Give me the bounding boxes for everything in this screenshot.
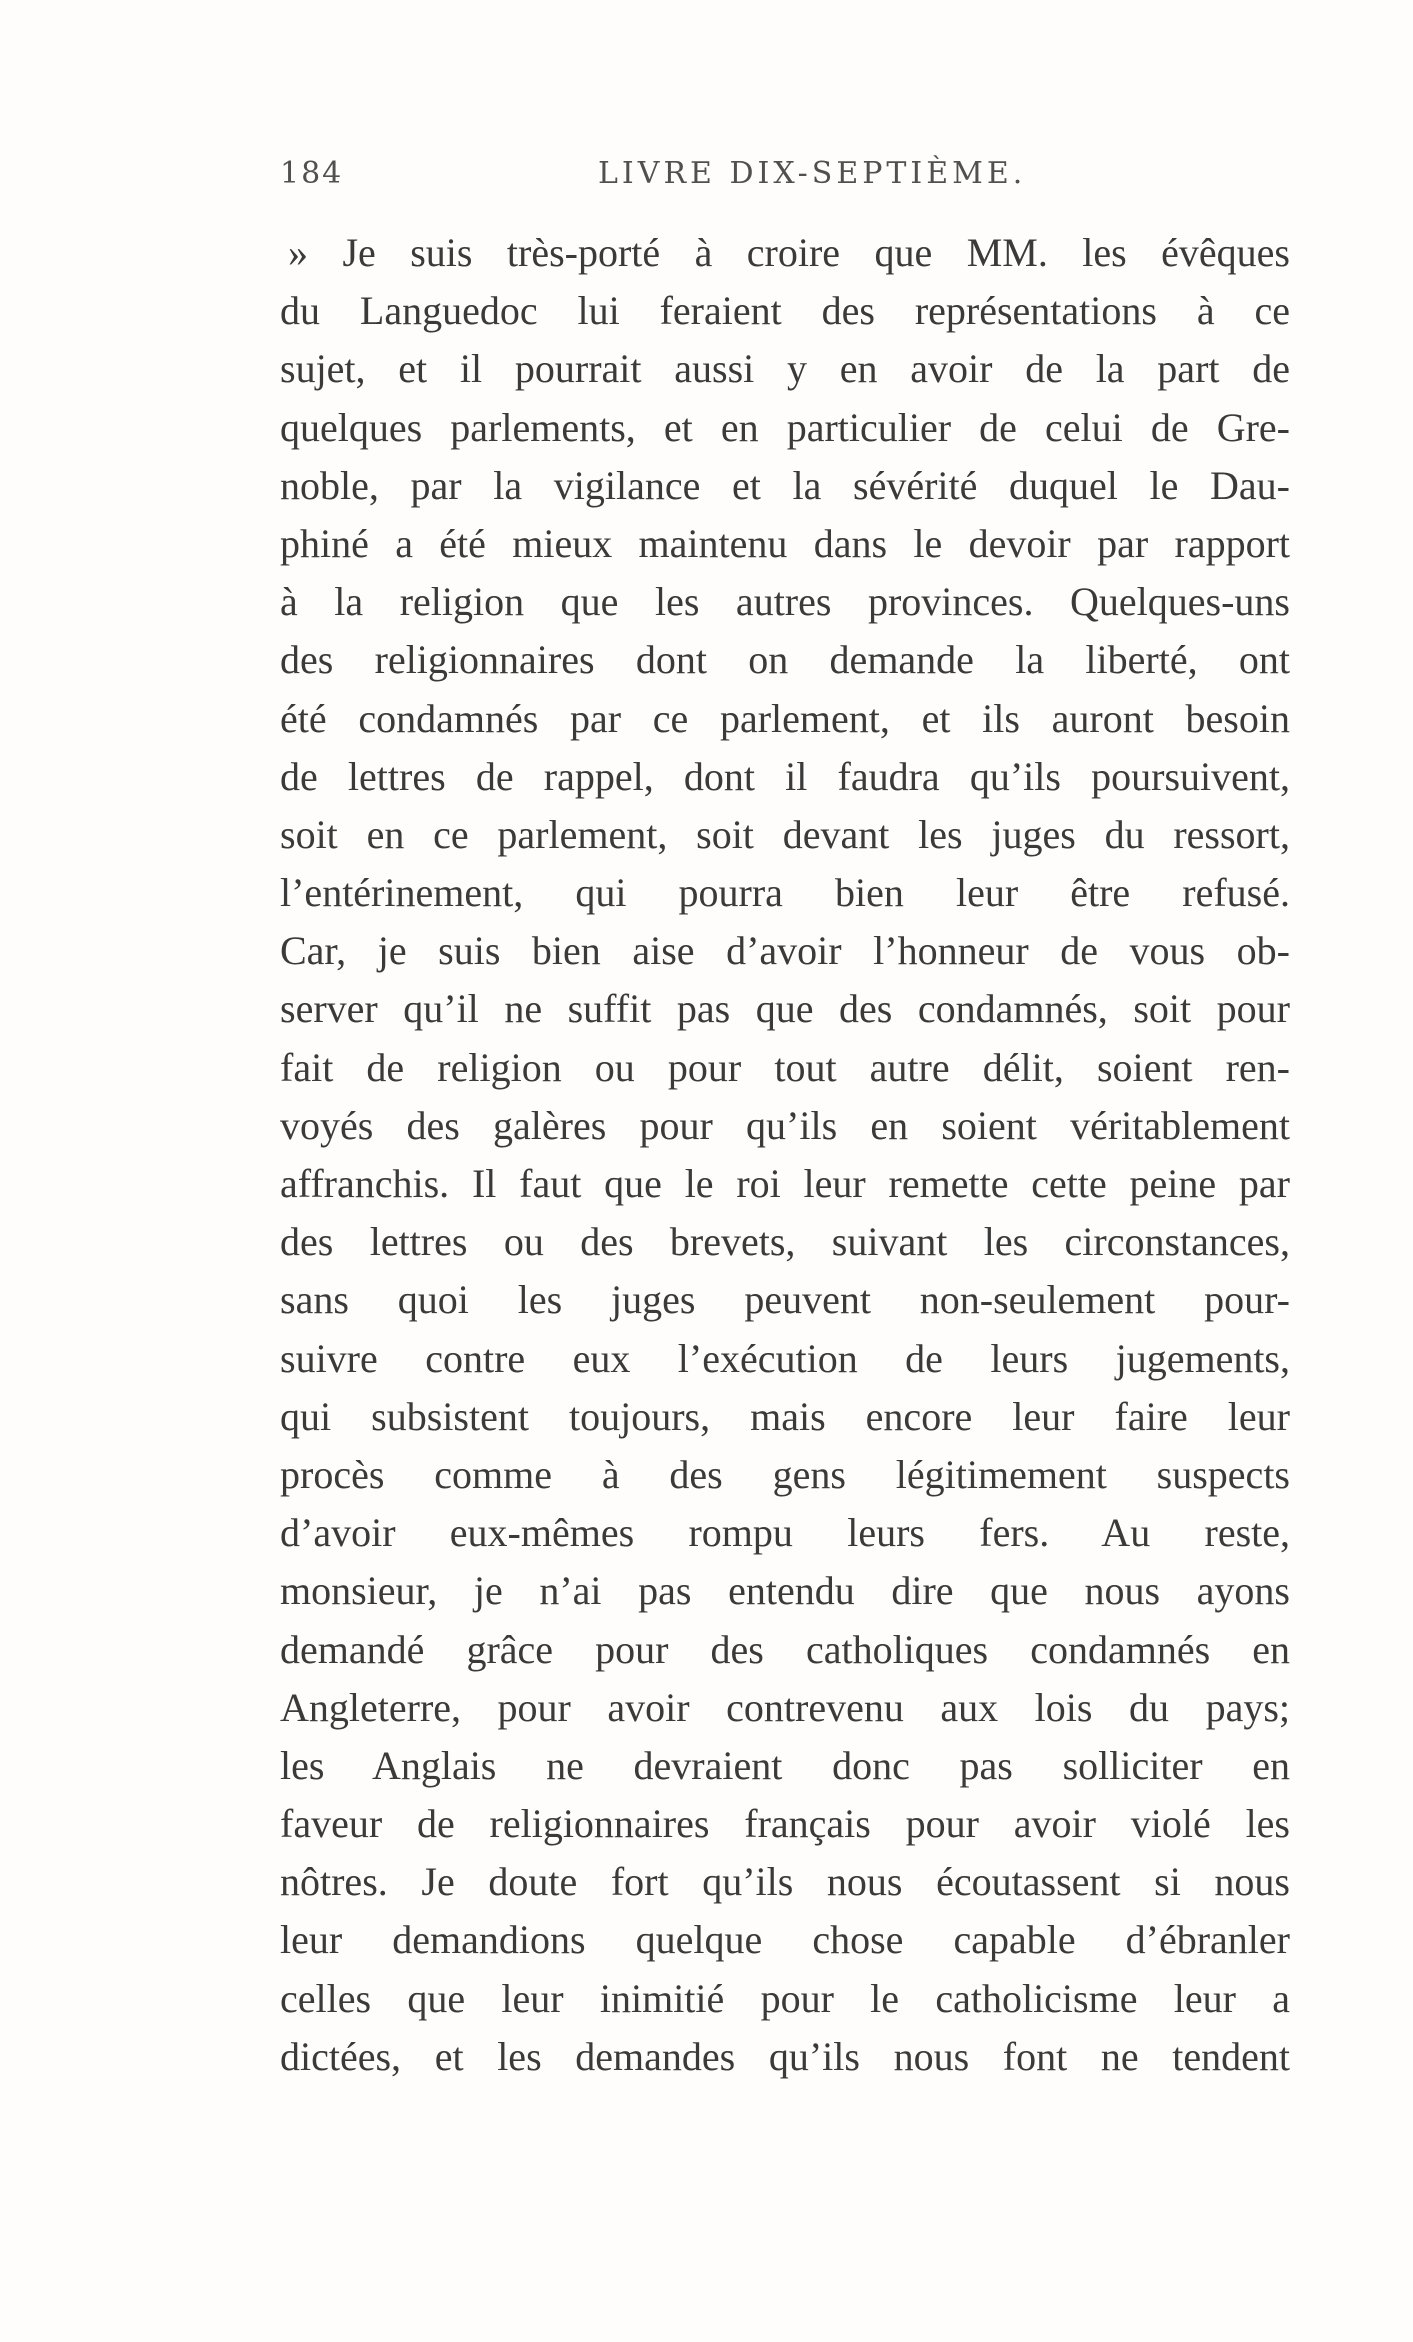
text-line: du Languedoc lui feraient des représentations à ce xyxy=(280,288,1290,334)
text-line: Car, je suis bien aise d’avoir l’honneur de vous ob- xyxy=(280,928,1290,974)
text-line: voyés des galères pour qu’ils en soient véritablement xyxy=(280,1102,1290,1148)
page-number: 184 xyxy=(280,156,344,191)
text-line: nôtres. Je doute fort qu’ils nous écoutassent si nous xyxy=(280,1859,1290,1905)
text-line: faveur de religionnaires français pour avoir violé les xyxy=(280,1801,1290,1847)
running-head xyxy=(280,156,1290,200)
text-line: l’entérinement, qui pourra bien leur être refusé. xyxy=(280,870,1290,916)
text-line: celles que leur inimitié pour le catholicisme leur a xyxy=(280,1975,1290,2021)
text-line: fait de religion ou pour tout autre délit, soient ren- xyxy=(280,1044,1290,1090)
text-line: les Anglais ne devraient donc pas solliciter en xyxy=(280,1742,1290,1788)
text-line: à la religion que les autres provinces. Quelques-uns xyxy=(280,579,1290,625)
text-line: » Je suis très-porté à croire que MM. les évêques xyxy=(288,230,1290,275)
text-line: leur demandions quelque chose capable d’ébranler xyxy=(280,1917,1290,1963)
text-line: qui subsistent toujours, mais encore leur faire leur xyxy=(280,1393,1290,1439)
text-line: sans quoi les juges peuvent non-seulement pour- xyxy=(280,1277,1290,1323)
text-line: phiné a été mieux maintenu dans le devoir par rapport xyxy=(280,520,1290,566)
text-line: procès comme à des gens légitimement suspects xyxy=(280,1451,1290,1497)
text-line: demandé grâce pour des catholiques condamnés en xyxy=(280,1626,1290,1672)
text-line: sujet, et il pourrait aussi y en avoir de la part de xyxy=(280,346,1290,392)
text-line: soit en ce parlement, soit devant les juges du ressort, xyxy=(280,811,1290,857)
text-line: noble, par la vigilance et la sévérité duquel le Dau- xyxy=(280,462,1290,508)
text-line: suivre contre eux l’exécution de leurs jugements, xyxy=(280,1335,1290,1381)
text-line: affranchis. Il faut que le roi leur remette cette peine par xyxy=(280,1161,1290,1206)
body-text xyxy=(280,224,1290,2086)
text-line: Angleterre, pour avoir contrevenu aux lois du pays; xyxy=(280,1684,1290,1730)
text-line: des lettres ou des brevets, suivant les circonstances, xyxy=(280,1219,1290,1265)
text-line: des religionnaires dont on demande la liberté, ont xyxy=(280,637,1290,683)
text-line: de lettres de rappel, dont il faudra qu’ils poursuivent, xyxy=(280,753,1290,799)
text-line: server qu’il ne suffit pas que des condamnés, soit pour xyxy=(280,986,1290,1032)
text-line: d’avoir eux-mêmes rompu leurs fers. Au reste, xyxy=(280,1510,1290,1556)
text-line: dictées, et les demandes qu’ils nous font ne tendent xyxy=(280,2033,1290,2079)
text-line: quelques parlements, et en particulier de celui de Gre- xyxy=(280,404,1290,450)
running-title: LIVRE DIX-SEPTIÈME. xyxy=(598,156,1027,191)
text-line: été condamnés par ce parlement, et ils auront besoin xyxy=(280,695,1290,741)
text-line: monsieur, je n’ai pas entendu dire que nous ayons xyxy=(280,1568,1290,1614)
